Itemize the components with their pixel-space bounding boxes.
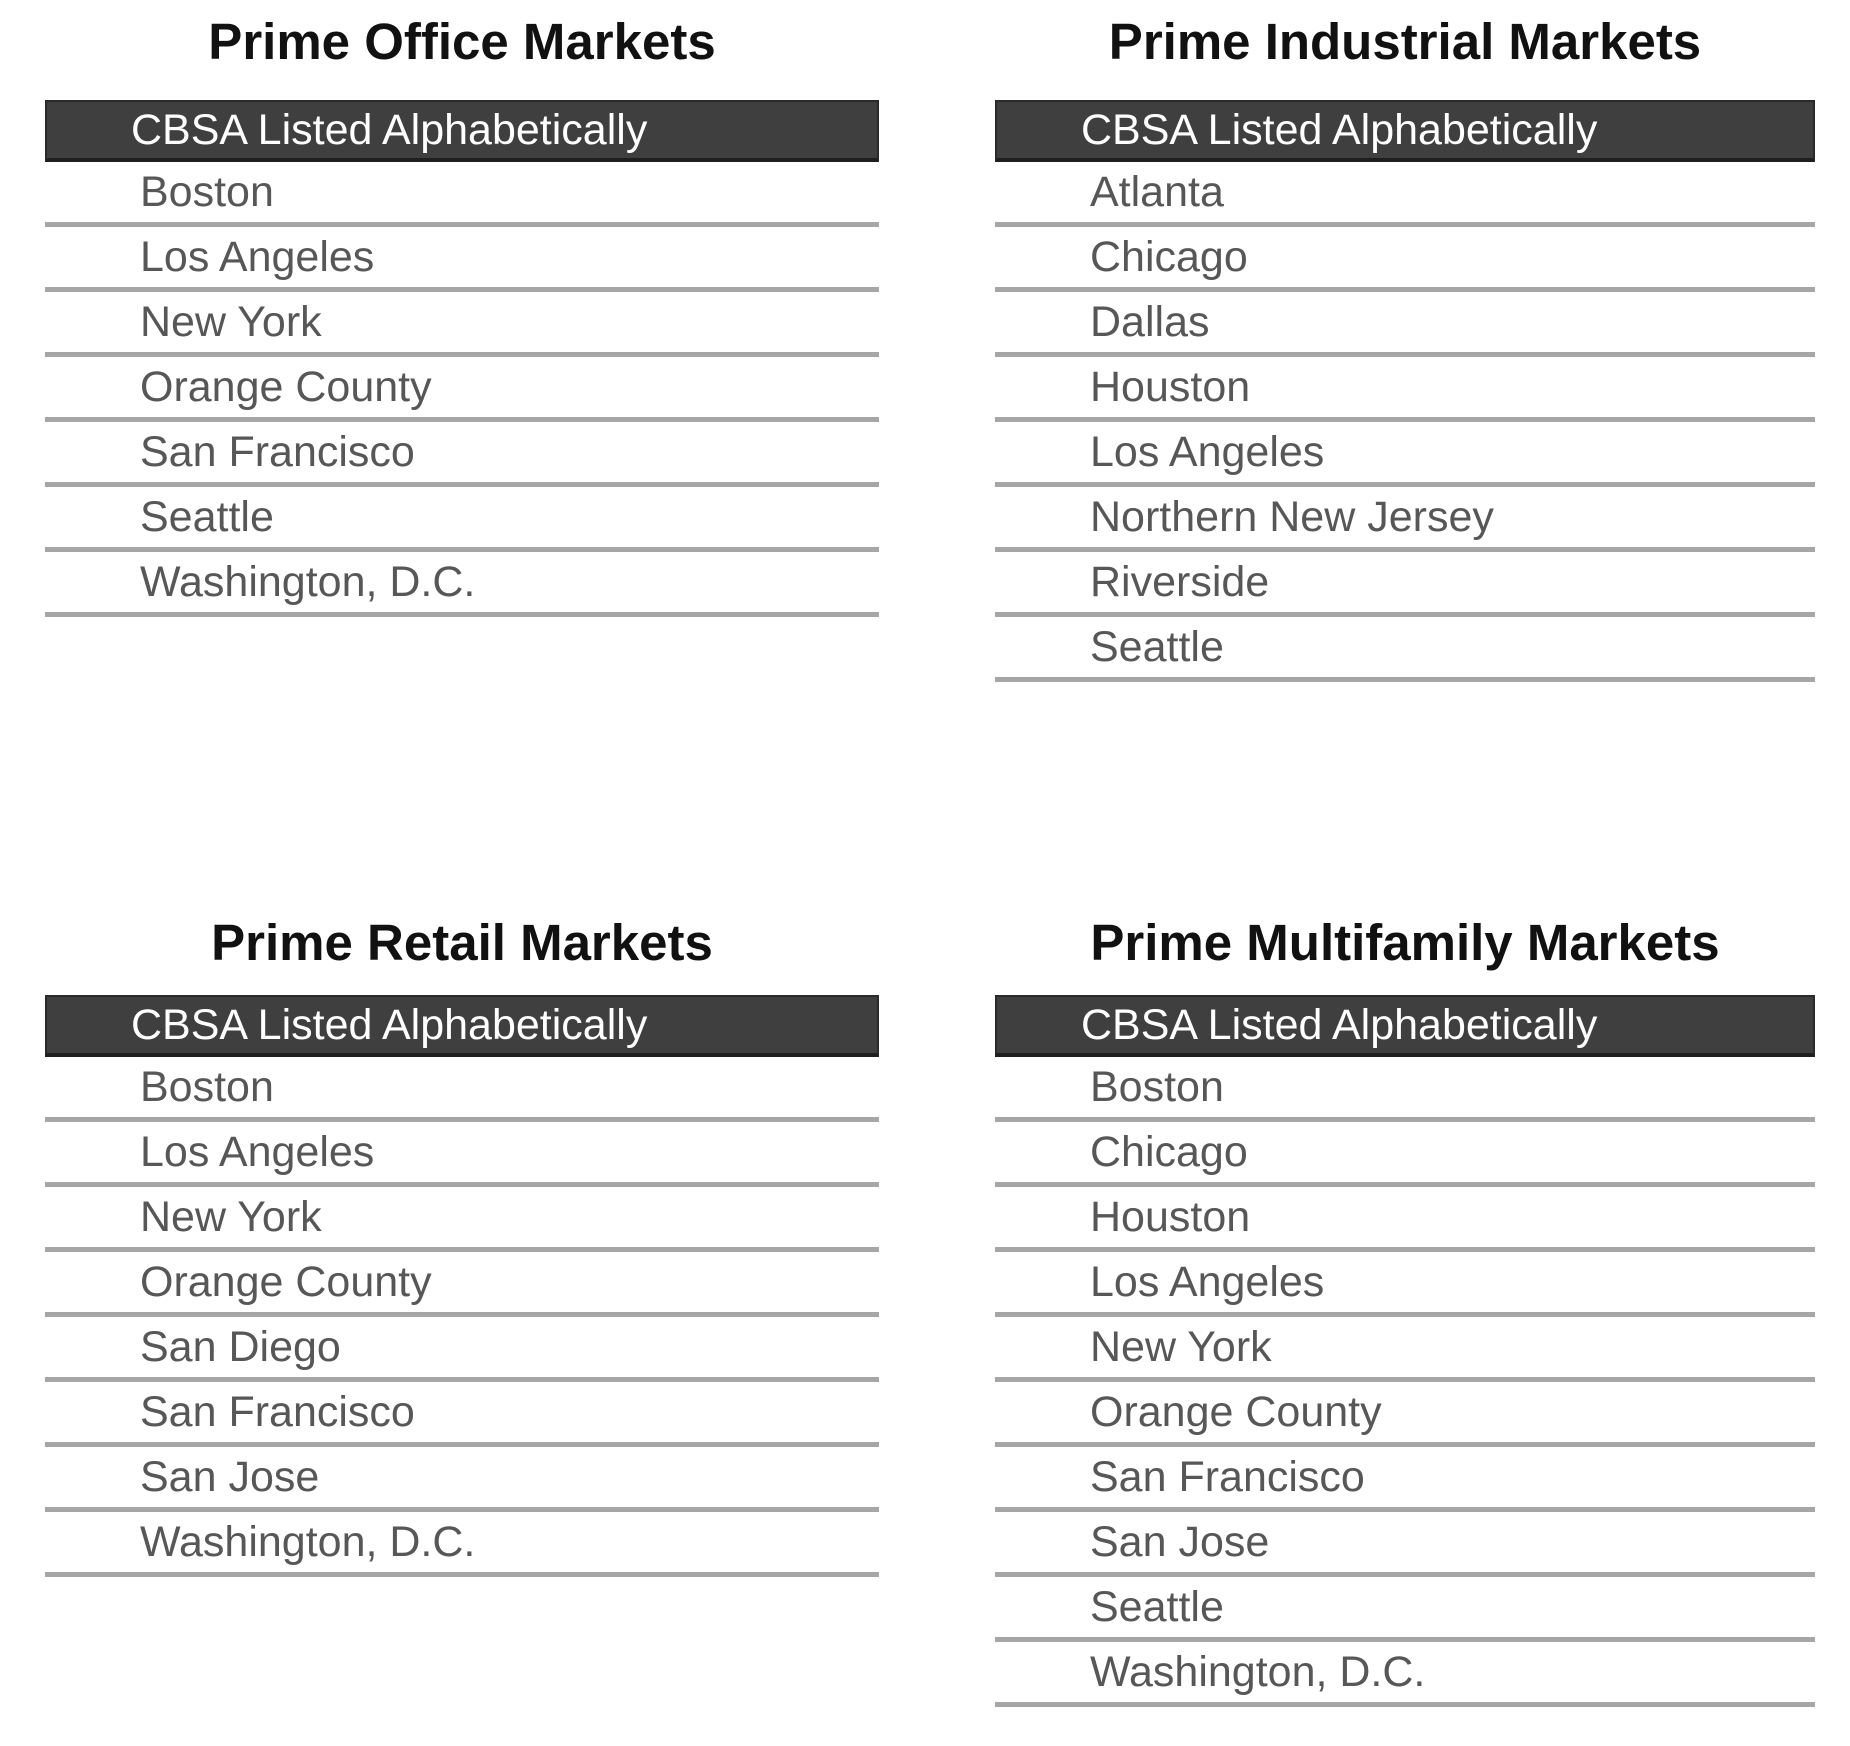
table-row [45, 1317, 879, 1382]
table-row [995, 357, 1815, 422]
table-title-industrial: Prime Industrial Markets [1108, 13, 1702, 70]
market-name: Houston [1090, 1192, 1251, 1241]
table-row [45, 1447, 879, 1512]
market-name: Northern New Jersey [1090, 492, 1494, 541]
market-table-multifamily [995, 895, 1815, 1746]
table-row [45, 1382, 879, 1447]
market-name: Atlanta [1090, 167, 1224, 216]
market-name: Los Angeles [1090, 427, 1325, 476]
market-name: Houston [1090, 362, 1251, 411]
market-name: Dallas [1090, 297, 1210, 346]
table-row [995, 1317, 1815, 1382]
market-table-office [45, 0, 879, 860]
market-name: San Diego [140, 1322, 341, 1371]
table-row [995, 1577, 1815, 1642]
market-name: Los Angeles [140, 1127, 375, 1176]
table-rows-retail [45, 1057, 879, 1577]
table-row [995, 162, 1815, 227]
market-name: Los Angeles [140, 232, 375, 281]
cbsa-header-multifamily [995, 995, 1815, 1057]
table-title-multifamily: Prime Multifamily Markets [1090, 914, 1720, 971]
cbsa-header-label: CBSA Listed Alphabetically [1081, 105, 1598, 154]
table-row [995, 1187, 1815, 1252]
market-name: San Jose [1090, 1517, 1270, 1566]
market-name: Boston [1090, 1062, 1224, 1111]
market-name: New York [140, 1192, 322, 1241]
table-row [995, 1382, 1815, 1447]
table-rows-office [45, 162, 879, 617]
market-name: Boston [140, 167, 274, 216]
market-name: Seattle [1090, 1582, 1224, 1631]
market-name: Seattle [140, 492, 274, 541]
market-name: San Francisco [1090, 1452, 1365, 1501]
market-name: Chicago [1090, 232, 1248, 281]
market-name: Orange County [140, 362, 432, 411]
market-name: New York [140, 297, 322, 346]
table-row [45, 1252, 879, 1317]
market-name: Los Angeles [1090, 1257, 1325, 1306]
cbsa-header-office [45, 100, 879, 162]
table-row [995, 617, 1815, 682]
table-row [995, 1057, 1815, 1122]
cbsa-header-label: CBSA Listed Alphabetically [131, 1000, 648, 1049]
cbsa-header-industrial [995, 100, 1815, 162]
market-table-industrial [995, 0, 1815, 860]
table-row [995, 552, 1815, 617]
market-name: Boston [140, 1062, 274, 1111]
table-row [45, 422, 879, 487]
table-row [995, 1642, 1815, 1707]
table-rows-multifamily [995, 1057, 1815, 1707]
table-row [45, 1512, 879, 1577]
market-name: San Francisco [140, 427, 415, 476]
table-row [45, 292, 879, 357]
market-name: Washington, D.C. [1090, 1647, 1426, 1696]
table-row [995, 487, 1815, 552]
market-name: Orange County [140, 1257, 432, 1306]
table-row [45, 357, 879, 422]
market-name: Washington, D.C. [140, 1517, 476, 1566]
table-title-office: Prime Office Markets [208, 13, 716, 70]
table-row [45, 227, 879, 292]
market-name: Seattle [1090, 622, 1224, 671]
table-row [45, 1187, 879, 1252]
table-row [45, 1057, 879, 1122]
table-row [995, 1252, 1815, 1317]
table-row [995, 227, 1815, 292]
table-row [995, 292, 1815, 357]
table-row [995, 422, 1815, 487]
table-title-retail: Prime Retail Markets [211, 914, 713, 971]
market-name: Orange County [1090, 1387, 1382, 1436]
market-name: Riverside [1090, 557, 1270, 606]
table-row [45, 552, 879, 617]
market-name: Chicago [1090, 1127, 1248, 1176]
table-row [995, 1512, 1815, 1577]
cbsa-header-label: CBSA Listed Alphabetically [1081, 1000, 1598, 1049]
cbsa-header-label: CBSA Listed Alphabetically [131, 105, 648, 154]
market-name: San Jose [140, 1452, 320, 1501]
table-row [45, 487, 879, 552]
table-rows-industrial [995, 162, 1815, 682]
market-name: San Francisco [140, 1387, 415, 1436]
table-row [45, 162, 879, 227]
market-name: Washington, D.C. [140, 557, 476, 606]
market-table-retail [45, 895, 879, 1746]
cbsa-header-retail [45, 995, 879, 1057]
table-row [995, 1122, 1815, 1187]
market-name: New York [1090, 1322, 1272, 1371]
table-row [45, 1122, 879, 1187]
table-row [995, 1447, 1815, 1512]
